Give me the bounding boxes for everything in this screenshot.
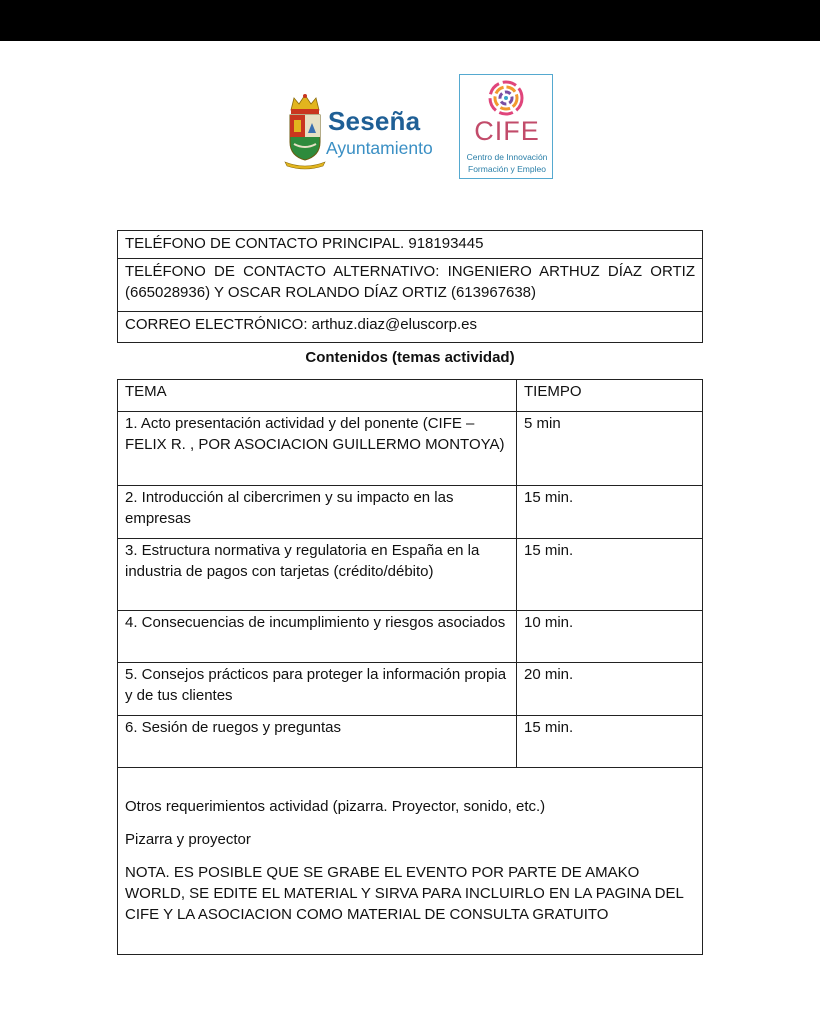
- cife-subtitle: [460, 151, 554, 175]
- header-logos: [278, 72, 558, 182]
- time-cell: 10 min.: [517, 611, 703, 663]
- topic-cell: 4. Consecuencias de incumplimiento y riesgos asociados: [118, 611, 517, 663]
- topic-cell: 1. Acto presentación actividad y del ponente (CIFE – FELIX R. , POR ASOCIACION GUILLERMO MONTOYA): [118, 412, 517, 486]
- header-time: TIEMPO: [517, 380, 703, 412]
- contact-table: [117, 230, 703, 343]
- topic-cell: 2. Introducción al cibercrimen y su impacto en las empresas: [118, 486, 517, 539]
- coat-of-arms-icon: [282, 92, 328, 170]
- table-row: [118, 412, 703, 486]
- notes-box: [117, 766, 703, 955]
- cife-spiral-icon: [487, 79, 525, 117]
- top-black-bar: [0, 0, 820, 41]
- phone-main: TELÉFONO DE CONTACTO PRINCIPAL. 918193445: [118, 231, 703, 259]
- cife-subtitle-line-2: Formación y Empleo: [468, 164, 546, 174]
- email: CORREO ELECTRÓNICO: arthuz.diaz@eluscorp.es: [118, 312, 703, 343]
- topic-cell: 6. Sesión de ruegos y preguntas: [118, 716, 517, 768]
- time-cell: 15 min.: [517, 486, 703, 539]
- cife-name: CIFE: [474, 116, 540, 146]
- table-row: [118, 716, 703, 768]
- sesena-logo: [278, 92, 453, 170]
- time-cell: 5 min: [517, 412, 703, 486]
- header-topic: TEMA: [118, 380, 517, 412]
- topic-cell: 5. Consejos prácticos para proteger la información propia y de tus clientes: [118, 663, 517, 716]
- topics-table: [117, 379, 703, 768]
- contents-title: Contenidos (temas actividad): [305, 349, 515, 366]
- phone-alternative: TELÉFONO DE CONTACTO ALTERNATIVO: INGENIERO ARTHUZ DÍAZ ORTIZ (665028936) Y OSCAR ROLANDO DÍAZ ORTIZ (613967638): [118, 259, 703, 312]
- requirements-value: Pizarra y proyector: [125, 831, 251, 848]
- time-cell: 15 min.: [517, 539, 703, 611]
- table-row: [118, 486, 703, 539]
- table-row: [118, 539, 703, 611]
- table-header-row: [118, 380, 703, 412]
- cife-logo: [459, 74, 553, 179]
- sesena-name: Seseña: [328, 106, 421, 136]
- table-row: [118, 611, 703, 663]
- time-cell: 15 min.: [517, 716, 703, 768]
- time-cell: 20 min.: [517, 663, 703, 716]
- recording-note: NOTA. ES POSIBLE QUE SE GRABE EL EVENTO POR PARTE DE AMAKO WORLD, SE EDITE EL MATERIAL Y SIRVA PARA INCLUIRLO EN LA PAGINA DEL CIFE Y LA ASOCIACION COMO MATERIAL DE CONSULTA GRATUITO: [125, 864, 684, 923]
- topic-cell: 3. Estructura normativa y regulatoria en España en la industria de pagos con tarjetas (crédito/débito): [118, 539, 517, 611]
- requirements-label: Otros requerimientos actividad (pizarra. Proyector, sonido, etc.): [125, 798, 546, 815]
- cife-subtitle-line-1: Centro de Innovación: [466, 152, 548, 162]
- sesena-subtitle: Ayuntamiento: [326, 138, 433, 158]
- table-row: [118, 663, 703, 716]
